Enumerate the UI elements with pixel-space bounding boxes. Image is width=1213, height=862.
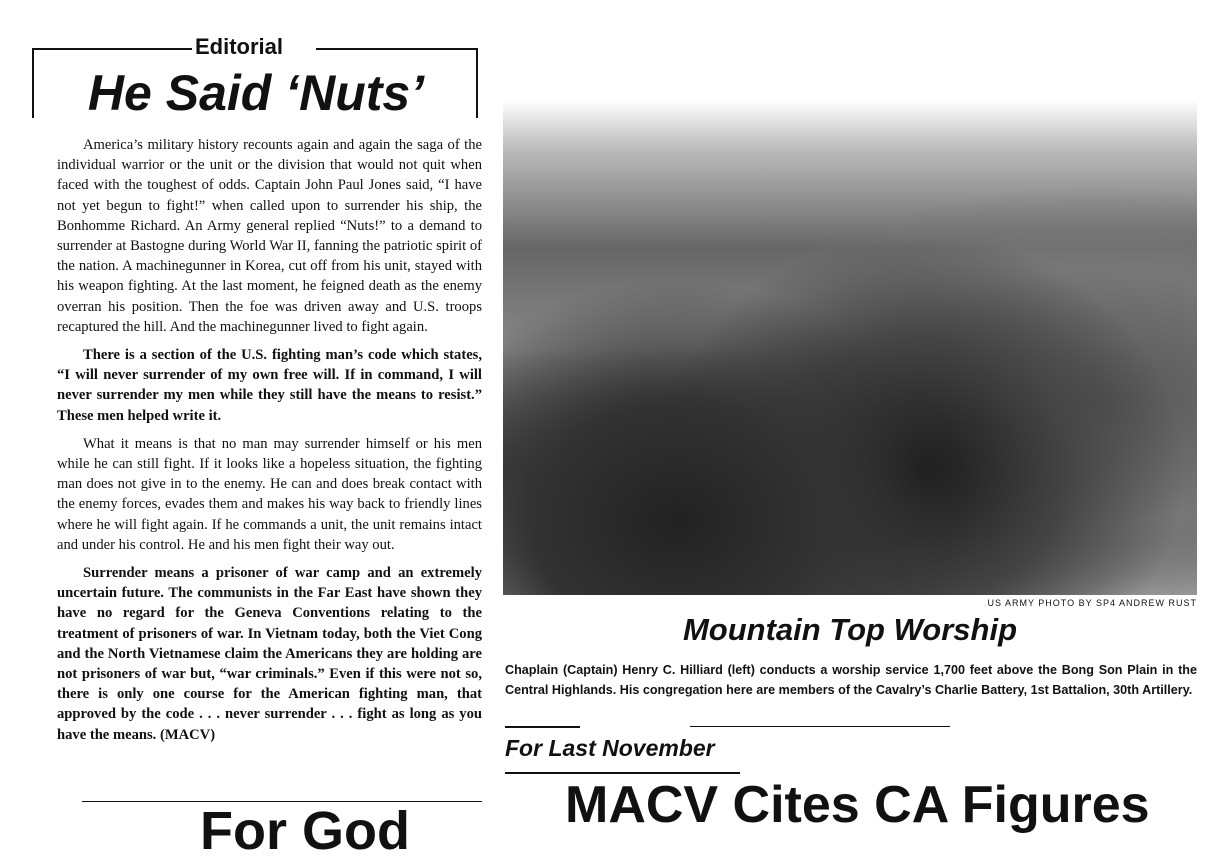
- divider: [505, 726, 580, 728]
- divider: [690, 726, 950, 727]
- paragraph: There is a section of the U.S. fighting man’s code which states, “I will never surrender of my own free will. If in command, I will never surrender my men while they still have the means to resist.” These men helped write it.: [57, 347, 482, 424]
- worship-photo: [503, 100, 1197, 595]
- story-kicker: For Last November: [505, 735, 715, 761]
- story-headline: MACV Cites CA Figures: [565, 776, 1150, 834]
- next-headline: For God: [200, 801, 410, 861]
- photo-credit: US ARMY PHOTO BY SP4 ANDREW RUST: [987, 598, 1197, 608]
- kicker-rule-left: [32, 48, 192, 50]
- paragraph: What it means is that no man may surrender himself or his men while he can still fight. If it looks like a hopeless situation, the fighting man does not give in to the enemy. He can and does break contact with the enemy forces, evades them and makes his way back to friendly lines where he will fight again. If he commands a unit, the unit remains intact and under his control. He and his men fight their way out.: [57, 435, 482, 553]
- editorial-body: [57, 135, 482, 753]
- kicker-underline: [505, 772, 740, 774]
- photo-caption: Chaplain (Captain) Henry C. Hilliard (left) conducts a worship service 1,700 feet above the Bong Son Plain in the Central Highlands. His congregation here are members of the Cavalry’s Charlie Battery, 1st Battalion, 30th Artillery.: [505, 663, 1197, 697]
- photo-title: Mountain Top Worship: [682, 612, 1018, 647]
- editorial-kicker: Editorial: [195, 34, 284, 59]
- paragraph: Surrender means a prisoner of war camp and an extremely uncertain future. The communists in the Far East have shown they have no regard for the Geneva Conventions relating to the treatment of prisoners of war. In Vietnam today, both the Viet Cong and the North Vietnamese claim the Americans they are holding are not prisoners of war but, “war criminals.” Even if this were not so, there is only one course for the American fighting man, that approved by the code . . . never surrender . . . fight as long as you have the means. (MACV): [57, 565, 482, 743]
- editorial-title: He Said ‘Nuts’: [87, 65, 425, 121]
- paragraph: America’s military history recounts again and again the saga of the individual warrior or the unit or the division that would not quit when faced with the toughest of odds. Captain John Paul Jones said, “I have not yet begun to fight!” when called upon to surrender his ship, the Bonhomme Richard. An Army general replied “Nuts!” to a demand to surrender at Bastogne during World War II, fanning the patriotic spirit of the nation. A machinegunner in Korea, cut off from his unit, stayed with his weapon fighting. At the last moment, he feigned death as the enemy overran his position. Then the foe was driven away and U.S. troops recaptured the hill. And the machinegunner lived to fight again.: [57, 137, 482, 335]
- kicker-rule-right: [316, 48, 478, 50]
